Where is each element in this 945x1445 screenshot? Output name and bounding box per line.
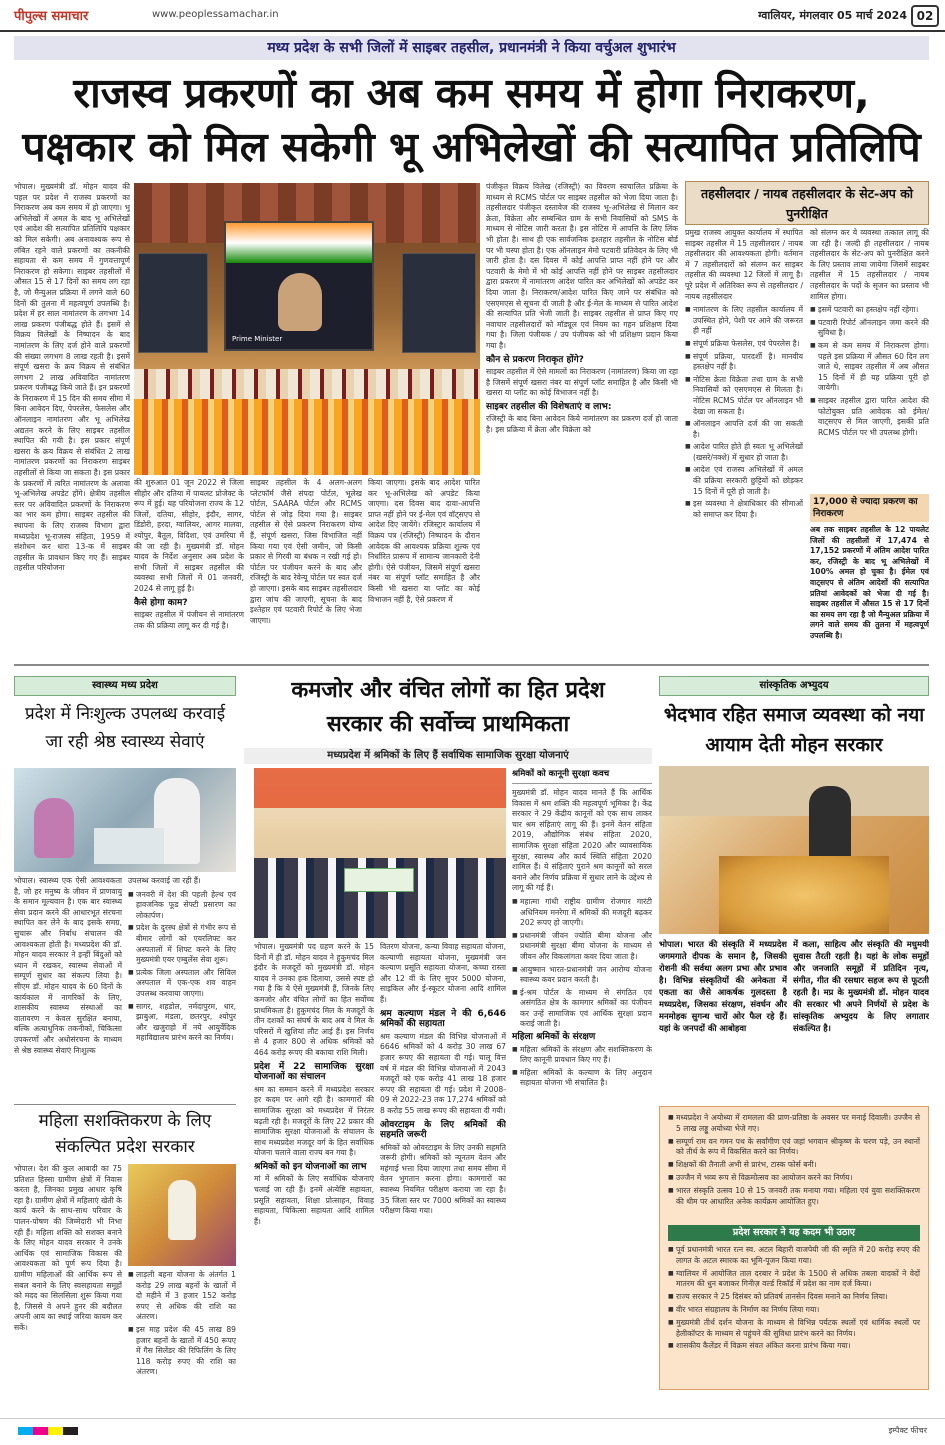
workers-col2-c: श्रमिकों को ओवरटाइम के लिए उनकी सहमति जरूरी होगी। श्रमिकों को न्यूनतम वेतन और महंगाई भत्ता दिया जाएगा तथा समय सीमा में वेतन भुगतान करना होगा। कामगारों का स्वास्थ्य नियमित परीक्षण कराया जा रहा है। 35 जिला स्तर पर 7000 श्रमिकों का स्वास्थ्य परीक्षण किया गया। <box>380 1142 506 1216</box>
workers-col2-b: श्रम कल्याण मंडल की विभिन्न योजनाओं में 6646 श्रमिकों को 4 करोड़ 30 लाख 67 हजार रूपए की सहायता दी गई। चालू वित्त वर्ष में मंडल की विभिन्न योजनाओं में 2043 मजदूरों को एक करोड़ 41 लाख 18 हजार रूपए की सहायता दी गई। प्रदेश में 2008-09 से 2022-23 तक 17,274 श्रमिकों को 8 करोड़ 55 लाख रूपए की सहायता दी गयी। <box>380 1031 506 1115</box>
culture-list-item: ■ मुख्यमंत्री तीर्थ दर्शन योजना के माध्यम से विभिन्न पर्यटक स्थलों एवं धार्मिक स्थलों पर हेलीकॉप्टर के माध्यम से पहुंचने की सुविधा प्रारंभ करने का निर्णय। <box>668 1318 920 1340</box>
lead-under-photo-b <box>250 478 362 656</box>
benefit-item: ■ संपूर्ण प्रक्रिया, पारदर्शी है। मानवीय हस्तक्षेप नहीं है। <box>685 352 803 373</box>
impact-feature-credit: इम्पैक्ट फीचर <box>888 1426 927 1435</box>
workers-headline-line2: सरकार की सर्वोच्च प्राथमिकता <box>326 712 570 737</box>
culture-list-item: ■ ग्वालियर में आयोजित ताल दरबार ने प्रदेश के 1500 से अधिक तबला वादकों ने वेदों मातरम की धुन बजाकर गिनीज़ वर्ल्ड रिकॉर्ड में प्रदेश का नाम दर्ज किया। <box>668 1269 920 1291</box>
women-list-item: ■ लाड़ली बहना योजना के अंतर्गत 1 करोड़ 29 लाख बहनों के खातों में दो महीने में 3 हजार 152 करोड़ रुपए से अधिक की राशि का अंतरण। <box>128 1270 236 1323</box>
workers-list-item: ■ आयुष्मान भारत-प्रधानमंत्री जन आरोग्य योजना स्वास्थ्य कवर प्रदान करती है। <box>512 965 652 986</box>
women-col1-text: भोपाल। देश की कुल आबादी का 75 प्रतिशत हिस्सा ग्रामीण क्षेत्रों में निवास करता है, जिनका प्रमुख आधार कृषि रहा है। ग्रामीण क्षेत्रों में महिलाएं खेती के कार्य करने के साथ-साथ परिवार के पालन-पोषण की जिम्मेदारी भी निभा रही हैं। महिला शक्ति को सशक्त बनाने के लिए मोहन यादव सरकार ने उनके आर्थिक एवं सामाजिक विकास की आवश्यकता को पूर्ण रूप दिया है। ग्रामीण महिलाओं की आर्थिक रूप से सबल बनाने के लिए स्वसहायता समूहों को मदद का सिलसिला शुरू किया गया है, जिससे वे अपने हुनर की बदौलत अपनी आय का स्थाई जरिया कायम कर सकें। <box>14 1164 122 1332</box>
lead-subhead-which-cases: कौन से प्रकरण निराकृत होंगे? <box>486 354 584 365</box>
lead-col4-c: रजिस्ट्री के बाद बिना आवेदन किये नामांतरण का प्रकरण दर्ज हो जाता है। इस प्रक्रिया में क्रेता और विक्रेता को <box>486 414 678 435</box>
benefit-item: ■ आदेश एवं राजस्व अभिलेखों में अमल की प्रक्रिया सरकारी छुट्टियों को छोड़कर 15 दिनों में पूरी हो जाती है। <box>685 465 803 497</box>
workers-col1-c: मां में श्रमिकों के लिए सर्वाधिक योजनाएं चलाई जा रही हैं। इनमें अंत्येष्टि सहायता, प्रसूति सहायता, शिक्षा प्रोत्साहन, विवाह सहायता, चिकित्सा सहायता आदि शामिल हैं। <box>254 1174 374 1226</box>
workers-list-item: ■ महिला श्रमिकों के संरक्षण और सशक्तिकरण के लिए कानूनी प्रावधान किए गए हैं। <box>512 1045 652 1066</box>
workers-col2-sub2: ओवरटाइम के लिए श्रमिकों की सहमति जरूरी <box>380 1119 506 1141</box>
culture-list-item: ■ शिक्षकों की तैनाती अभी से प्रारंभ, टास्क फोर्स बनी। <box>668 1160 920 1171</box>
lead-under-b-text: साइबर तहसील के 4 अलग-अलग प्लेटफॉर्म जैसे संपदा पोर्टल, भूलेख पोर्टल, SAARA पोर्टल और RCMS पोर्टल से जोड़ दिया गया है। साइबर तहसील से ऐसे प्रकरण निराकरण योग्य हैं, संपूर्ण खसरा, जिस विभाजित नहीं किया गया एवं ऐसी जमीन, जो किसी प्रकार से गिरवी या बंधक न रखी गई हो। पोर्टल पर पंजीयन करने के बाद और रजिस्ट्री के बाद रेवेन्यू पोर्टल पर स्वत दर्ज हो जाएगा। इसके बाद साइबर तहसीलदार द्वारा जांच की जाएगी, सूचना के बाद इश्तेहार एवं पटवारी रिपोर्ट के लिए भेजा जाएगा। <box>250 478 362 625</box>
health-section-band: स्वास्थ्य मध्य प्रदेश <box>14 676 236 696</box>
workers-list-item: ■ महात्मा गांधी राष्ट्रीय ग्रामीण रोजगार गारंटी अधिनियम मनरेगा में श्रमिकों की मजदूरी बढ़कर 202 रूपए हो जाएगी। <box>512 897 652 929</box>
lead-kicker: मध्य प्रदेश के सभी जिलों में साइबर तहसील, प्रधानमंत्री ने किया वर्चुअल शुभारंभ <box>14 36 929 60</box>
workers-column-1 <box>254 942 374 1390</box>
site-url[interactable]: www.peoplessamachar.in <box>152 9 279 20</box>
workers-headline <box>244 674 652 742</box>
workers-col1-text: भोपाल। मुख्यमंत्री पद ग्रहण करने के 15 दिनों में ही डॉ. मोहन यादव ने हुकुमचंद मिल इंदौर के मजदूरों को मुख्यमंत्री डॉ. मोहन यादव ने उनका हक दिलाया, उससे स्पष्ट हो गया है कि ये ऐसे मुख्यमंत्री हैं, जिनके लिए कमजोर और वंचित लोगों का हित सर्वोच्च प्राथमिकता है। हुकुमचंद मिल के मजदूरों के तीन दशकों का संघर्ष के बाद अब वे मिल के परिसरों में खुशियां लौट आई हैं। इस निर्णय से 4 हजार 800 से अधिक श्रमिकों को 464 करोड़ रूपए की बकाया राशि मिली। <box>254 942 374 1057</box>
health-col1-text: भोपाल। स्वास्थ्य एक ऐसी आवश्यकता है, जो हर मनुष्य के जीवन में प्राणवायु के समान मूल्यवान है। एक बार स्वास्थ्य सेवा प्रदान करने की आधारभूत संरचना स्थापित कर लेने के बाद इसके समग्र, सुचारू और निर्बाध संचालन की आवश्यकता होती है। मध्यप्रदेश की डॉ. मोहन यादव सरकार ने इन्हीं बिंदुओं को ध्यान में रखकर, स्वास्थ्य सेवाओं में सम्पूर्ण सुधार का संकल्प लिया है। सीएम डॉ. मोहन यादव के 60 दिनों के कार्यकाल में नागरिकों के लिए, शासकीय स्वास्थ्य संस्थाओं का वातावरण न केवल सुरक्षित बनाया, बल्कि अत्याधुनिक तकनीकों, चिकित्सा उपकरणों और अधोसंरचना के माध्यम से श्रेष्ठ स्वास्थ्य सेवाएं निःशुल्क <box>14 876 122 1055</box>
culture-list-item: ■ वीर भारत संग्रहालय के निर्माण का निर्णय लिया गया। <box>668 1305 920 1316</box>
workers-headline-line1: कमजोर और वंचित लोगों का हित प्रदेश <box>291 678 605 703</box>
lead-column-1 <box>14 182 130 656</box>
health-list-item: ■ जनवरी में देश की पहली हेल्थ एवं हावजनिक फूड सेफ्टी प्रसारण का लोकार्पण। <box>128 890 236 922</box>
women-column-2 <box>128 1270 236 1390</box>
workers-side-label: श्रमिकों को कानूनी सुरक्षा कवच <box>512 768 652 784</box>
lead-headline-line1: राजस्व प्रकरणों का अब कम समय में होगा निराकरण, <box>73 69 870 117</box>
culture-list-item: ■ पूर्व प्रधानमंत्री भारत रत्न स्व. अटल बिहारी वाजपेयी जी की स्मृति में 20 करोड़ रुपए की लागत के अटल स्मारक का भूमि-पूजन किया गया। <box>668 1245 920 1267</box>
benefits-list <box>685 305 803 520</box>
lead-subhead-how: कैसे होगा काम? <box>134 597 188 608</box>
dateline: ग्वालियर, मंगलवार 05 मार्च 2024 <box>758 9 907 22</box>
benefit-item: ■ नोटिस क्रेता विक्रेता तथा ग्राम के सभी निवासियों को एसएमएस से मिलता है। नोटिस RCMS पोर्टल पर ऑनलाइन भी देखा जा सकता है। <box>685 375 803 417</box>
women-list <box>128 1270 236 1378</box>
benefit-item: ■ इस व्यवस्था ने क्षेत्राधिकार की सीमाओं को समाप्त कर दिया है। <box>685 499 803 520</box>
health-list-item: ■ प्रत्येक जिला अस्पताल और सिविल अस्पताल में एक-एक शव वाहन उपलब्ध करवाया जाएगा। <box>128 968 236 1000</box>
lead-headline-line2: पक्षकार को मिल सकेगी भू अभिलेखों की सत्यापित प्रतिलिपि <box>22 123 921 171</box>
health-headline: प्रदेश में निःशुल्क उपलब्ध करवाई जा रही श्रेष्ठ स्वास्थ्य सेवाएं <box>24 704 226 752</box>
workers-subhead: मध्यप्रदेश में श्रमिकों के लिए हैं सर्वाधिक सामाजिक सुरक्षा योजनाएं <box>244 748 652 764</box>
workers-side-text: मुख्यमंत्री डॉ. मोहन यादव मानते हैं कि आर्थिक विकास में श्रम शक्ति की महत्वपूर्ण भूमिका है। केंद्र सरकार ने 29 केंद्रीय कानूनों को एक साथ लाकर चार श्रम संहिताएं लागू की हैं। इनमें वेतन संहिता 2019, औद्योगिक संबंध संहिता 2020, सामाजिक सुरक्षा संहिता 2020 और व्यावसायिक सुरक्षा, स्वास्थ्य और कार्य स्थिति संहिता 2020 शामिल हैं। ये संहिताएं पुराने श्रम कानूनों को सरल बनाने और निर्णय प्रक्रिया में सुधार लाने के उद्देश्य से लागू की गई हैं। <box>512 788 652 893</box>
lead-column-5 <box>685 228 803 656</box>
page-footer <box>0 1418 945 1445</box>
culture-list <box>668 1113 920 1207</box>
health-column-1 <box>14 876 122 1098</box>
lead-col4-b: साइबर तहसील में ऐसे मामलों का निराकरण (नामांतरण) किया जा रहा है जिसमें संपूर्ण खसरा नंबर या संपूर्ण प्लॉट समाहित है और किसी भी खसरा या प्लॉट का कोई विभाजन नहीं है। <box>486 367 678 398</box>
workers-col1-sub: प्रदेश में 22 सामाजिक सुरक्षा योजनाओं का संचालन <box>254 1061 374 1083</box>
page-number: 02 <box>911 5 939 27</box>
lead-under-c-text: किया जाएगा। इसके बाद आदेश पारित कर भू-अभिलेख को अपडेट किया जाएगा। दस दिवस बाद दावा-आपत्ति प्राप्त नहीं होने पर ई-मेल एवं वॉट्सएप से आदेश दिए जायेंगे। रजिस्ट्रार कार्यालय में विक्रय पत्र (रजिस्ट्री) निष्पादन के दौरान आवेदक की आवश्यक प्रक्रिया शुल्क एवं निर्धारित प्रारूप में सामान्य जानकारी देनी होगी। ऐसे पंजीयन, जिसमें संपूर्ण खसरा नंबर या संपूर्ण प्लॉट समाहित है और किसी भी खसरा या प्लॉट का कोई विभाजन नहीं है, ऐसे प्रकरण में <box>368 478 480 604</box>
culture-column-1 <box>659 938 787 1102</box>
cases-highlight-body: अब तक साइबर तहसील के 12 पायलेट जिलों की तहसीलों में 17,474 से 17,152 प्रकरणों में अंतिम आदेश पारित कर, रजिस्ट्री के बाद भू अभिलेखों में 100% अमल हो चुका है। ईमेल एवं वाट्सएप से अंतिम आदेशों की सत्यापित प्रतियां आवेदकों को भेजा दी गई है। साइबर तहसील में औसत 15 से 17 दिनों का समय लग रहा है जो मैन्युअल प्रक्रिया में लगने वाले समय की तुलना में महत्वपूर्ण उपलब्धि है। <box>810 525 929 640</box>
masthead-logo: पीपुल्स समाचार <box>14 9 89 24</box>
culture-column-2 <box>793 938 929 1102</box>
women-divider <box>14 1104 236 1105</box>
benefit-item: ■ संपूर्ण प्रक्रिया फेसलेस, एवं पेपरलेस है। <box>685 339 803 350</box>
culture-green-band: प्रदेश सरकार ने यह कदम भी उठाए <box>668 1225 920 1241</box>
workers-col2-sub: श्रम कल्याण मंडल ने की 6,646 श्रमिकों की सहायता <box>380 1008 506 1030</box>
workers-side-list <box>512 897 652 1030</box>
video-screen <box>224 221 374 351</box>
benefit-item: ■ आदेश पारित होते ही स्वतः भू अभिलेखों (खसरे/नक्शे) में सुधार हो जाता है। <box>685 442 803 463</box>
setup-revision-box: तहसीलदार / नायब तहसीलदार के सेट-अप को पुनरीक्षित <box>685 181 929 225</box>
workers-col2-text: वितरण योजना, कन्या विवाह सहायता योजना, कल्याणी सहायता योजना, मुख्यमंत्री जन कल्याण प्रसूति सहायता योजना, कच्चा रास्ता और 12 वीं के लिए सुपर 5000 योजना, साइकिल और ई-स्कूटर योजना आदि शामिल हैं। <box>380 942 506 1004</box>
women-photo <box>128 1164 236 1266</box>
women-headline: महिला सशक्तिकरण के लिए संकल्पित प्रदेश सरकार <box>38 1111 212 1157</box>
benefits-list-2 <box>810 305 929 438</box>
lead-under-photo-c <box>368 478 480 656</box>
lead-subhead-features: साइबर तहसील की विशेषताएं व लाभ: <box>486 401 612 412</box>
lead-col6-text: को संलग्न कर ये व्यवस्था तत्काल लागू की जा रही है। जल्दी ही तहसीलदार / नायब तहसीलदार के सेट-अप को पुनरीक्षित करने के लिए प्रस्ताव लाया जायेगा जिसमें साइबर तहसील में 15 तहसीलदार / नायब तहसीलदार के पदों के सृजन का प्रस्ताव भी शामिल होगा। <box>810 228 929 301</box>
health-list-item: ■ प्रदेश के दुरस्थ क्षेत्रों से गंभीर रूप से बीमार लोगों को एयरलिफ्ट कर अस्पतालों में शिफ्ट करने के लिए मुख्यमंत्री एयर एम्बुलेंस सेवा शुरू। <box>128 923 236 965</box>
benefit-item: ■ ऑनलाइन आपत्ति दर्ज की जा सकती है। <box>685 419 803 440</box>
culture-initiatives-box <box>659 1106 929 1390</box>
health-col2-text: उपलब्ध करवाई जा रही हैं। <box>128 876 201 885</box>
culture-list-item: ■ भारत संस्कृति उत्सव 10 से 15 जनवरी तक मनाया गया। महिला एवं युवा सशक्तिकरण की थीम पर आधारित अनेक कार्यक्रम आयोजित हुए। <box>668 1186 920 1208</box>
culture-list-item: ■ मध्यप्रदेश ने अयोध्या में रामलला की प्राण-प्रतिष्ठा के अवसर पर मनाई दिवाली। उज्जैन से 5 लाख लड्डू अयोध्या भेजे गए। <box>668 1113 920 1135</box>
workers-list-item: ■ ई-श्रम पोर्टल के माध्यम से संगठित एवं असंगठित क्षेत्र के कामगार श्रमिकों का पंजीयन कर उन्हें सामाजिक एवं आर्थिक सुरक्षा प्रदान कराई जाती है। <box>512 988 652 1030</box>
lead-under-photo-a <box>134 478 244 656</box>
benefit-item: ■ साइबर तहसील द्वारा पारित आदेश की फोटोयुक्त प्रति आवेदक को ईमेल/वाट्सएप से मिल जाएगी, इसकी प्रति RCMS पोर्टल पर भी उपलब्ध होगी। <box>810 396 929 438</box>
workers-side-sub: महिला श्रमिकों के संरक्षण <box>512 1032 596 1043</box>
event-photo <box>134 183 480 475</box>
workers-column-2 <box>380 942 506 1390</box>
lead-headline <box>14 66 929 174</box>
color-registration-bar <box>18 1427 78 1435</box>
screen-caption: Prime Minister <box>232 335 283 343</box>
section-divider <box>14 664 929 666</box>
cases-highlight-box <box>810 494 929 656</box>
workers-list-item: ■ प्रधानमंत्री जीवन ज्योति बीमा योजना और प्रधानमंत्री सुरक्षा बीमा योजना के माध्यम से जीवन और विकलांगता कवर दिया जाता है। <box>512 931 652 963</box>
lead-under-a-text: की शुरुआत 01 जून 2022 से जिला सीहोर और दतिया में पायलट प्रोजेक्ट के रूप में हुई। यह परियोजना राज्य के 12 जिलों, दतिया, सीहोर, इंदौर, सागर, डिंडोरी, हरदा, ग्वालियर, आगर मालवा, श्योपुर, बैतूल, विदिशा, एवं उमरिया में की जा रही है। मुख्यमंत्री डॉ. मोहन यादव के निर्देश अनुसार अब प्रदेश के सभी जिलों में साइबर तहसील की व्यवस्था सभी जिलों में 01 जनवरी, 2024 से लागू हुई है। <box>134 478 244 593</box>
lead-column-4 <box>486 182 678 656</box>
health-list <box>128 890 236 1044</box>
culture-list-item: ■ सम्पूर्ण राम वन गमन पथ के सर्वांगीण एवं जहां भगवान श्रीकृष्ण के चरण पड़े, उन स्थानों को तीर्थ के रूप में विकसित करने का निर्णय। <box>668 1137 920 1159</box>
benefit-item: ■ नामांतरण के लिए तहसील कार्यालय में उपस्थित होने, पेशी पर आने की जरूरत ही नहीं <box>685 305 803 337</box>
workers-side-column <box>512 788 652 1390</box>
page-header <box>0 0 945 32</box>
culture-list-item: ■ राज्य सरकार ने 25 दिसंबर को प्रतिवर्ष तानसेन दिवस मनाने का निर्णय लिया। <box>668 1292 920 1303</box>
workers-col1-sub2: श्रमिकों को इन योजनाओं का लाभ <box>254 1161 367 1172</box>
culture-headline: भेदभाव रहित समाज व्यवस्था को नया आयाम देती मोहन सरकार <box>663 704 925 756</box>
culture-col2-text: में कला, साहित्य और संस्कृति की मधुमयी सुवास तैरती रहती है। यहां के लोक समूहों और जनजाति समूहों में प्रतिदिन नृत्य, संगीत, गीत की रसधार सहज रूप से फूटती रहती है। मप्र के मुख्यमंत्री डॉ. मोहन यादव की सरकार भी अपने निर्णयों से प्रदेश के सांस्कृतिक अभ्युदय के लिए लगातार संकल्पित है। <box>793 939 929 1033</box>
workers-list-item: ■ महिला श्रमिकों के कल्याण के लिए अनुदान सहायता योजना भी संचालित है। <box>512 1068 652 1089</box>
cases-highlight-title: 17,000 से ज्यादा प्रकरण का निराकरण <box>810 494 929 522</box>
lead-col5-text: प्रमुख राजस्व आयुक्त कार्यालय में स्थापित साइबर तहसील में 15 तहसीलदार / नायब तहसीलदार की आवश्यकता होगी। वर्तमान में 7 तहसीलदारों को संलग्न कर साइबर तहसील की व्यवस्था 12 जिलों में लागू है। पूरे प्रदेश में अतिरिक्त रूप से तहसीलदार / नायब तहसीलदार <box>685 228 803 301</box>
benefit-item: ■ पटवारी रिपोर्ट ऑनलाइन जमा करने की सुविधा है। <box>810 318 929 339</box>
workers-side-list-2 <box>512 1045 652 1089</box>
culture-col1-text: भोपाल। भारत की संस्कृति में मध्यप्रदेश जगमगाते दीपक के समान है, जिसकी रोशनी की सर्वथा अलग प्रभा और प्रभाव है। विभिन्न संस्कृतियों की अनेकता में एकता का जैसे आकर्षक गुलदस्ता है मध्यप्रदेश, जिसका संरक्षण, संवर्धन और मनमोहक सुगन्ध चारों ओर फैल रहे हैं। यहां के जनपदों की आबोहवा <box>659 939 787 1033</box>
workers-col1-b: श्रम का सम्मान करने में मध्यप्रदेश सरकार हर कदम पर आगे रही है। कामगारों की सामाजिक सुरक्षा को मध्यप्रदेश में निरंतर बढ़ती रही है। मजदूरों के लिए 22 प्रकार की सामाजिक सुरक्षा योजनाओं के संचालन के साथ मध्यप्रदेश मजदूर वर्ग के हित सर्वाधिक योजना चलाने वाला राज्य बन गया है। <box>254 1084 374 1158</box>
lead-col4-text: पंजीकृत विक्रय विलेख (रजिस्ट्री) का विवरण स्वचालित प्रक्रिया के माध्यम से RCMS पोर्टल पर साइबर तहसील को भेजा दिया जाता है। तहसीलदार पंजीकृत दस्तावेज की राजस्व भू-अभिलेख से मिलान कर क्रेता, विक्रेता और सम्बन्धित ग्राम के सभी निवासियों को SMS के माध्यम से नोटिस जारी करता है। इस नोटिस में आपत्ति के लिए लिंक भी होता है। साथ ही एक सार्वजनिक इश्तहार तहसील के नोटिस बोर्ड पर भी चस्पा होता है। एक ऑनलाइन मेमो पटवारी प्रतिवेदन के लिए भी जारी होता है। दस दिवस में कोई आपत्ति प्राप्त नहीं होने पर और पटवारी के मेमो में भी कोई आपत्ति नहीं होने पर साइबर तहसीलदार द्वारा प्रकरण में नामांतरण आदेश पारित कर अभिलेखों को अपडेट कर दिया जाता है। निराकरण/आदेश पारित किए जाने पर संबंधित को एसएमएस से सूचना दी जाती है और ई-मेल के माध्यम से पारित आदेश की सत्यापित प्रति भेजी जाती है। साइबर तहसील से प्राप्त किए गए नवाचार तहसीलदारों को मॉड्यूल एवं नियम का गहन प्रशिक्षण दिया गया है। जिला पंजीयक / उप पंजीयक को भी प्रशिक्षण प्रदान किया गया है। <box>486 182 678 350</box>
workers-photo <box>254 768 506 938</box>
benefit-item: ■ इसमें पटवारी का हस्तक्षेप नहीं रहेगा। <box>810 305 929 316</box>
lead-column-6 <box>810 228 929 488</box>
women-column-1 <box>14 1164 122 1390</box>
benefit-item: ■ कम से कम समय में निराकरण होगा। पहले इस प्रक्रिया में औसत 60 दिन लग जाते थे, साइबर तहसील में अब औसत 15 दिनों में ही यह प्रक्रिया पूरी हो जायेगी। <box>810 341 929 394</box>
lead-under-a-tail: साइबर तहसील में पंजीयन से नामांतरण तक की प्रक्रिया लागू कर दी गई है। <box>134 610 244 630</box>
culture-photo <box>659 766 929 934</box>
health-list-item: ■ सागर, शहडोल, नर्मदापुरम, धार, झाबुआ, मंडला, छतरपुर, श्योपुर और खजुराहो में नये आयुर्वेदिक महाविद्यालय प्रारंभ करने का निर्णय। <box>128 1002 236 1044</box>
culture-list-2 <box>668 1245 920 1352</box>
health-column-2 <box>128 876 236 1098</box>
culture-list-item: ■ उज्जैन में भव्य रूप से विक्रमोत्सव का आयोजन करने का निर्णय। <box>668 1173 920 1184</box>
culture-section-band: सांस्कृतिक अभ्युदय <box>659 676 929 696</box>
health-photo <box>14 768 236 872</box>
women-list-item: ■ इस माह प्रदेश की 45 लाख 89 हजार बहनों के खातों में 450 रूपए में गैस सिलेंडर की रिफिलिंग के लिए 118 करोड़ रुपए की राशि का अंतरण। <box>128 1325 236 1378</box>
culture-list-item: ■ शासकीय कैलेंडर में विक्रम संवत अंकित करना प्रारंभ किया गया। <box>668 1341 920 1352</box>
lead-col1-text: भोपाल। मुख्यमंत्री डॉ. मोहन यादव की पहल पर प्रदेश में राजस्व प्रकरणों का निराकरण अब कम समय में हो जाएगा। भू अभिलेखों में अमल के बाद भू अभिलेखों एवं आदेश की सत्यापित प्रतिलिपि पक्षकार को मिल सकेगी। अब अनावश्यक रूप से लंबित रहने वाले प्रकरणों का तकनीकी सहायता से कम समय में गुणवत्तापूर्ण निराकरण हो सकेगा। साइबर तहसीलों में औसत 15 से 17 दिनों का समय लग रहा है, जो मैन्युअल प्रक्रिया में लगने वाले 60 दिनों की तुलना में महत्वपूर्ण उपलब्धि है। प्रदेश में हर साल नामांतरण के लगभग 14 लाख प्रकरण पंजीबद्ध होते हैं। इसमें से विक्रय विलेखों के निष्पादन के बाद नामांतरण के लिए दर्ज होने वाले प्रकरणों की संख्या लगभग 8 लाख रहती है। इसमें संपूर्ण खसरा के क्रय विक्रय से संबंधित लगभग 2 लाख अविवादित नामांतरण प्रकरण पंजीबद्ध किये जाते हैं। इन प्रकरणों के निराकरण में 15 दिन की समय सीमा में बिना आवेदन दिए, पेपरलेस, फेसलेस और ऑनलाइन नामांतरण और भू अभिलेख अद्यतन करने के लिए साइबर तहसील स्थापित की गयी है। इस प्रकार संपूर्ण खसरा के क्रय विक्रय से संबंधित 2 लाख नामांतरण प्रकरणों का निराकरण साइबर तहसीलों से किया जा सकता है। इस प्रकार के प्रकरणों में त्वरित नामांतरण के अलावा भू-अभिलेख अपडेट होंगे। क्षेत्रीय तहसील स्तर पर अविवादित प्रकरणों के निराकरण का भार कम होगा। साइबर तहसील की स्थापना के लिए राजस्व विभाग द्वारा मध्यप्रदेश भू-राजस्व संहिता, 1959 में संशोधन कर धारा 13-क में साइबर तहसील के प्रावधान किए गए हैं। साइबर तहसील परियोजना <box>14 182 130 573</box>
